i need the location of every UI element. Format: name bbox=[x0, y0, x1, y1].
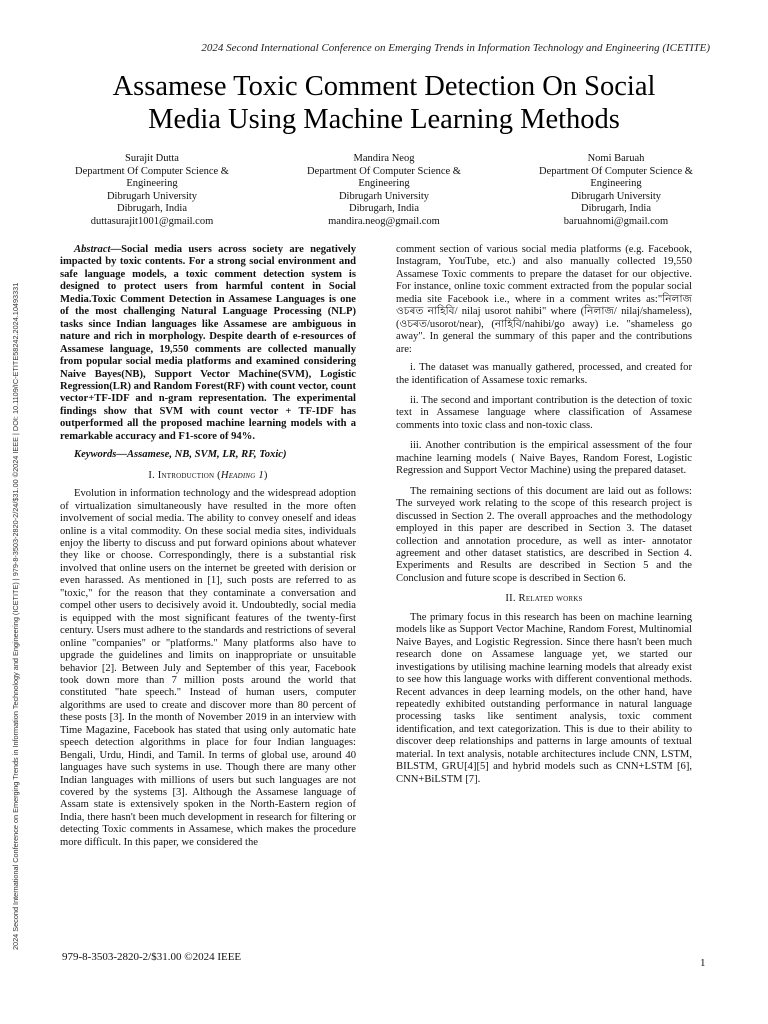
section-heading-related-works: II. Related works bbox=[505, 593, 583, 605]
section-heading-introduction: I. Introduction (Heading 1) bbox=[148, 469, 268, 481]
conference-header: 2024 Second International Conference on Emerging Trends in Information Technology and Engineering (ICETITE) bbox=[201, 42, 710, 54]
author-dept: Department Of Computer Science & Engineering bbox=[75, 165, 229, 190]
paper-title bbox=[60, 70, 708, 136]
author-block-1 bbox=[52, 153, 252, 229]
contribution-item-3: iii. Another contribution is the empirical assessment of the four machine learning models ( Naive Bayes, Random Forest, Logistic Regression and Support Vector Machine) using the prepared dataset. bbox=[396, 440, 692, 477]
left-column bbox=[60, 244, 356, 855]
author-univ: Dibrugarh University bbox=[570, 190, 662, 202]
intro-paragraph: Evolution in information technology and the widespread adoption of virtualization simultaneously have resulted in the more often involvement of social media. The ability to convey oneself and ideas online is a vital commodity. On these social media sites, individuals enjoy the liberty to discuss and put forward opinions about whatever they like or choose. Correspondingly, there is a substantial risk involved that online users on the internet be greeted with derision or even harassed. As mentioned in [1], such posts are referred to as "toxic," for the reason that they contaminate a conversation and compel other users to decisively avoid it. Undoubtedly, social media is equipped with the most significant features of the twenty-first century. Users must adhere to the standards and restrictions of several online "companies" or "platforms." Many platforms also have to upgrade the guidelines and limits on inappropriate or unsuitable behavior [2]. Between July and September of this year, Facebook took down more than 7 million posts around the world that constituted "hate speech." Instead of human users, computer algorithms are used to create and discover more than 80 percent of these posts [3]. In the month of November 2019 in an interview with Time Magazine, Facebook has stated that using only automatic hate speech detection algorithms in place for four Indian languages: Bengali, Urdu, Hindi, and Tamil. In terms of global use, around 40 languages have such systems in use. Though there are many other Indian languages with millions of users but such languages are not covered by the systems [3]. Although the Assamese language of Assam state is extensively spoken in the North-Eastern region of India, there hasn't been much development in research for filtering or detecting Toxic comments in Assamese, which makes the procedure more difficult. In this paper, we considered the bbox=[60, 488, 356, 848]
author-univ: Dibrugarh University bbox=[106, 190, 198, 202]
title-line-2: Media Using Machine Learning Methods bbox=[148, 104, 620, 135]
body-paragraph: The remaining sections of this document are laid out as follows: The surveyed work relating to the scope of this research project is discussed in Section 2. The overall approaches and the methodology employed in this paper are described in Section 3. The dataset collection and annotation procedure, as well as inter- annotator agreement and other dataset statistics, are described in Section 4. Experiments and Results are described in Section 5 and the Conclusion and future scope is described in Section 6. bbox=[396, 485, 692, 584]
author-block-3 bbox=[516, 153, 716, 229]
page-number: 1 bbox=[700, 957, 706, 969]
author-city: Dibrugarh, India bbox=[349, 203, 419, 215]
author-dept: Department Of Computer Science & Engineering bbox=[539, 165, 693, 190]
author-name: Nomi Baruah bbox=[587, 153, 645, 164]
doi-side-stamp: 2024 Second International Conference on Emerging Trends in Information Technology and Engineering (ICETITE) | 979-8-3503-2820-2/24/$31.00 ©2024 IEEE | DOI: 10.1109/IC-ETITE58242.2024.10493331 bbox=[11, 282, 20, 950]
author-email: duttasurajit1001@gmail.com bbox=[90, 215, 214, 227]
author-city: Dibrugarh, India bbox=[581, 203, 651, 215]
abstract-lead: Abstract bbox=[74, 244, 111, 255]
contribution-item-2: ii. The second and important contribution is the detection of toxic text in Assamese language where classification of Assamese comments into toxic class and non-toxic class. bbox=[396, 394, 692, 431]
author-email: mandira.neog@gmail.com bbox=[328, 215, 440, 227]
author-email: baruahnomi@gmail.com bbox=[563, 215, 669, 227]
footer-copyright: 979-8-3503-2820-2/$31.00 ©2024 IEEE bbox=[62, 951, 242, 963]
author-name: Mandira Neog bbox=[353, 153, 415, 164]
author-city: Dibrugarh, India bbox=[117, 203, 187, 215]
author-block-2 bbox=[284, 153, 484, 229]
abstract-body: —Social media users across society are negatively impacted by toxic contents. For a strong social environment and safe language models, a toxic comment detection system is designed to protect users from harmful content in Social Media.Toxic Comment Detection in Assamese Languages is one of the most challenging Natural Language Processing (NLP) tasks since Indian languages like Assamese are ambiguous in nature and rich in morphology. Despite dearth of e-resources of Assamese language, 19,550 comments are collected manually from popular social media platforms and examined considering Naive Bayes(NB), Support Vector Machine(SVM), Logistic Regression(LR) and Random Forest(RF) with count vector, count vector+TF-IDF and n-gram representation. The experimental findings show that SVM with count vector + TF-IDF has outperformed all the proposed machine learning models with a remarkable accuracy and F1-score of 94%. bbox=[60, 244, 356, 442]
author-name: Surajit Dutta bbox=[125, 153, 179, 164]
title-line-1: Assamese Toxic Comment Detection On Social bbox=[112, 71, 656, 102]
abstract bbox=[60, 244, 356, 443]
keywords: Keywords—Assamese, NB, SVM, LR, RF, Toxic) bbox=[74, 449, 287, 461]
contribution-item-1: i. The dataset was manually gathered, processed, and created for the identification of Assamese toxic remarks. bbox=[396, 362, 692, 386]
related-works-paragraph: The primary focus in this research has been on machine learning models like as Support Vector Machine, Random Forest, Multinomial Naive Bayes, and Logistic Regression. Since there hasn't been much research done on Assamese language yet, we started our investigations by utilising machine learning models that already exist to see how this language works with different conventional methods. Recent advances in deep learning models, on the other hand, have repeatedly exhibited outstanding performance in natural language processing tasks like sentiment analysis, toxic comment identification, and text categorization. This is due to their ability to discover deep relationships and patterns in large amounts of textual material. In text analysis, notable architectures include CNN, LSTM, BILSTM, GRU[4][5] and hybrid models such as CNN+LSTM [6], CNN+BiLSTM [7]. bbox=[396, 611, 692, 785]
right-column bbox=[396, 244, 692, 792]
author-dept: Department Of Computer Science & Engineering bbox=[307, 165, 461, 190]
author-univ: Dibrugarh University bbox=[338, 190, 430, 202]
body-paragraph: comment section of various social media platforms (e.g. Facebook, Instagram, YouTube, etc.) and also manually collected 19,550 Assamese Toxic comments to prepare the dataset for our objective. For instance, online toxic comment extracted from the popular social media site Facebook i.e., where in a comment writes as:"নিলাজ ওচৰত নাহিবি/ nilaj usorot nahibi" where (নিলাজ/ nilaj/shameless), (ওচৰত/usorot/near), (নাহিবি/nahibi/go away) i.e. "shameless go away". In general the summary of this paper and the contributions are: bbox=[396, 244, 692, 355]
